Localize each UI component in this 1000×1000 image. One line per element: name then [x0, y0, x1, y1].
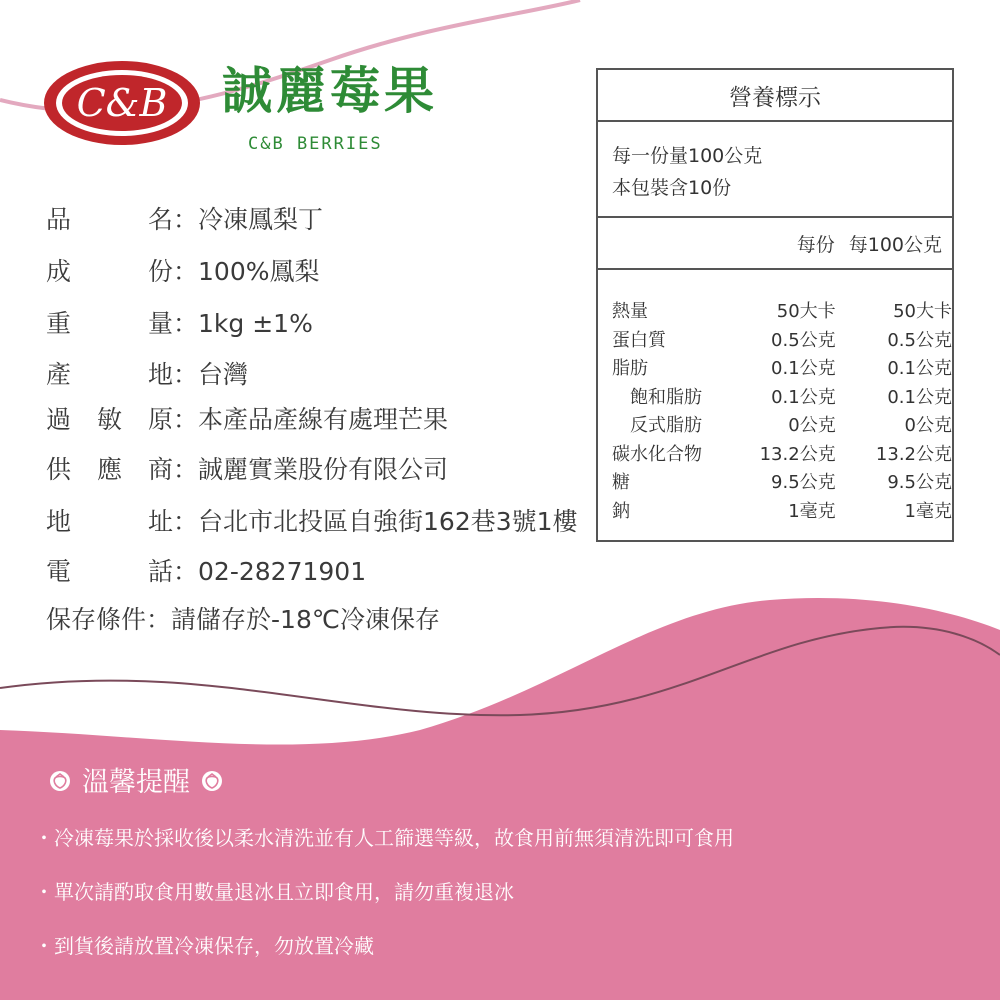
nutrient-per-serving: 0.1公克	[771, 386, 836, 408]
info-key: 保存條件	[46, 605, 147, 634]
nutrition-serving	[598, 122, 952, 218]
info-row: 重 量 ： 1kg ±1%	[46, 309, 313, 338]
info-value: 本產品產線有處理芒果	[198, 405, 449, 434]
info-value: 誠麗實業股份有限公司	[198, 455, 449, 484]
nutrient-per-serving: 0.5公克	[771, 329, 836, 351]
reminder-tip: ・冷凍莓果於採收後以柔水清洗並有人工篩選等級，故食用前無須清洗即可食用	[34, 826, 734, 850]
servings-per-package: 本包裝含10份	[612, 177, 732, 199]
nutrition-row	[598, 467, 952, 496]
nutrient-per-100g: 50大卡	[893, 301, 952, 323]
nutrition-row	[598, 382, 952, 411]
nutrient-per-100g: 0.1公克	[887, 358, 952, 380]
nutrient-name: 碳水化合物	[612, 443, 702, 465]
nutrient-per-100g: 9.5公克	[887, 472, 952, 494]
nutrition-row	[598, 296, 952, 325]
brand-logo	[42, 58, 202, 148]
nutrient-per-100g: 0.1公克	[887, 386, 952, 408]
reminder-label: 溫馨提醒	[82, 767, 190, 798]
info-value: 冷凍鳳梨丁	[198, 205, 324, 234]
info-row: 保存條件 ： 請儲存於-18℃冷凍保存	[46, 605, 440, 634]
nutrition-row	[598, 496, 952, 525]
brand-name-en: C&B BERRIES	[248, 134, 383, 154]
info-row: 供 應 商 ： 誠麗實業股份有限公司	[46, 455, 449, 484]
info-row: 電 話 ： 02-28271901	[46, 557, 367, 586]
nutrient-per-serving: 0公克	[788, 415, 836, 437]
nutrient-per-serving: 50大卡	[776, 301, 836, 323]
info-value: 台灣	[198, 360, 249, 389]
col-per-100g: 每100公克	[848, 233, 942, 256]
strawberry-icon	[200, 768, 224, 792]
nutrient-per-100g: 13.2公克	[875, 443, 952, 465]
brand-name-cn: 誠麗莓果	[222, 62, 438, 120]
nutrition-rows	[598, 270, 952, 524]
info-key: 重 量	[46, 309, 173, 338]
nutrient-name: 糖	[612, 472, 630, 494]
info-value: 請儲存於-18℃冷凍保存	[171, 605, 440, 634]
nutrient-name: 鈉	[612, 500, 630, 522]
info-key: 電 話	[46, 557, 173, 586]
nutrient-per-serving: 1毫克	[788, 500, 836, 522]
nutrition-row	[598, 325, 952, 354]
info-key: 產 地	[46, 360, 173, 389]
nutrition-row	[598, 353, 952, 382]
nutrient-name: 反式脂肪	[630, 415, 702, 437]
reminder-tip: ・到貨後請放置冷凍保存，勿放置冷藏	[34, 934, 374, 958]
nutrition-table	[596, 68, 954, 542]
info-key: 成 份	[46, 257, 173, 286]
strawberry-icon	[48, 768, 72, 792]
info-value: 02-28271901	[198, 557, 367, 586]
serving-size: 每一份量100公克	[612, 145, 763, 167]
info-value: 100%鳳梨	[198, 257, 320, 286]
info-key: 過 敏 原	[46, 405, 173, 434]
nutrition-row	[598, 439, 952, 468]
nutrient-name: 飽和脂肪	[630, 386, 702, 408]
nutrient-per-100g: 0.5公克	[887, 329, 952, 351]
nutrient-per-serving: 13.2公克	[759, 443, 836, 465]
info-row: 產 地 ： 台灣	[46, 360, 249, 389]
nutrition-row	[598, 410, 952, 439]
info-key: 供 應 商	[46, 455, 173, 484]
info-key: 品 名	[46, 205, 173, 234]
info-row: 品 名 ： 冷凍鳳梨丁	[46, 205, 324, 234]
nutrition-title: 營養標示	[598, 70, 952, 122]
nutrient-name: 蛋白質	[612, 329, 666, 351]
info-row: 過 敏 原 ： 本產品產線有處理芒果	[46, 405, 449, 434]
col-per-serving: 每份	[796, 233, 835, 256]
nutrient-name: 脂肪	[612, 358, 648, 380]
nutrient-per-serving: 9.5公克	[771, 472, 836, 494]
nutrient-per-serving: 0.1公克	[771, 358, 836, 380]
info-row: 成 份 ： 100%鳳梨	[46, 257, 320, 286]
info-value: 台北市北投區自強街162巷3號1樓	[198, 507, 578, 536]
nutrient-per-100g: 0公克	[904, 415, 952, 437]
nutrition-header	[598, 218, 952, 270]
nutrient-name: 熱量	[612, 301, 648, 323]
info-row: 地 址 ： 台北市北投區自強街162巷3號1樓	[46, 507, 578, 536]
info-value: 1kg ±1%	[198, 309, 313, 338]
reminder-title	[48, 760, 224, 799]
logo-text: C&B	[76, 81, 168, 125]
info-key: 地 址	[46, 507, 173, 536]
nutrient-per-100g: 1毫克	[904, 500, 952, 522]
reminder-tip: ・單次請酌取食用數量退冰且立即食用，請勿重複退冰	[34, 880, 514, 904]
